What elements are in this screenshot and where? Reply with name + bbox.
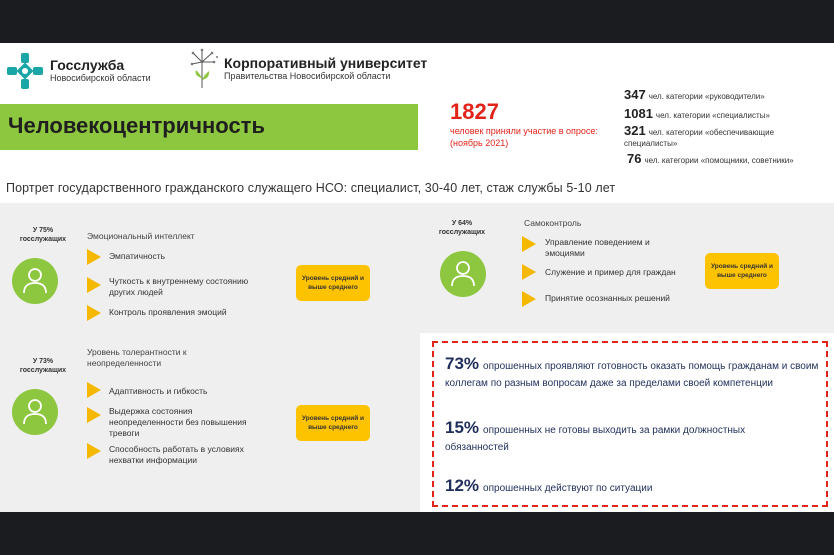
university-subtitle: Правительства Новосибирской области bbox=[224, 71, 391, 81]
survey-percent: 15% bbox=[445, 418, 480, 437]
block-item: Чуткость к внутреннему состоянию других людей bbox=[109, 276, 249, 297]
stat-item bbox=[624, 108, 829, 121]
bullet-triangle-icon bbox=[522, 236, 536, 252]
slide bbox=[0, 43, 834, 512]
bullet-triangle-icon bbox=[522, 291, 536, 307]
block-item: Служение и пример для граждан bbox=[545, 267, 676, 277]
bullet-triangle-icon bbox=[87, 277, 101, 293]
block-percent-label: У 75% госслужащих bbox=[19, 227, 67, 243]
person-avatar-icon bbox=[440, 251, 486, 297]
block-title: Самоконтроль bbox=[524, 218, 582, 228]
block-percent-label: У 73% госслужащих bbox=[19, 358, 67, 374]
bullet-triangle-icon bbox=[87, 443, 101, 459]
section-title: Человекоцентричность bbox=[8, 113, 265, 138]
participants-number: 1827 bbox=[450, 99, 499, 124]
section-title-bar bbox=[0, 104, 418, 150]
university-title: Корпоративный университет bbox=[224, 55, 428, 71]
block-item: Контроль проявления эмоций bbox=[109, 307, 227, 317]
gossluzhba-title: Госслужба bbox=[50, 57, 125, 73]
survey-text: опрошенных проявляют готовность оказать помощь гражданам и своим коллегам по разным вопросам даже за пределами своей компетенции bbox=[445, 361, 819, 389]
survey-text: опрошенных действуют по ситуации bbox=[483, 483, 653, 494]
stat-item bbox=[624, 125, 794, 149]
block-item: Адаптивность и гибкость bbox=[109, 386, 208, 396]
block-percent-label: У 64% госслужащих bbox=[438, 220, 486, 236]
person-avatar-icon bbox=[12, 258, 58, 304]
block-item: Выдержка состояния неопределенности без повышения тревоги bbox=[109, 406, 247, 438]
stat-text: чел. категории «обеспечивающие специалисты» bbox=[624, 128, 775, 148]
stat-item bbox=[627, 153, 832, 166]
gossluzhba-emblem-icon bbox=[5, 51, 45, 91]
bullet-triangle-icon bbox=[87, 249, 101, 265]
bullet-triangle-icon bbox=[87, 382, 101, 398]
survey-result bbox=[445, 477, 805, 497]
person-avatar-icon bbox=[12, 389, 58, 435]
dandelion-icon bbox=[190, 48, 220, 90]
survey-results-box bbox=[432, 341, 828, 507]
level-badge: Уровень средний и выше среднего bbox=[296, 265, 370, 301]
block-item: Эмпатичность bbox=[109, 251, 166, 261]
level-badge: Уровень средний и выше среднего bbox=[296, 405, 370, 441]
bullet-triangle-icon bbox=[87, 305, 101, 321]
stat-number: 321 bbox=[624, 123, 646, 138]
stat-text: чел. категории «помощники, советники» bbox=[644, 156, 794, 165]
stat-number: 76 bbox=[627, 151, 642, 166]
block-item: Управление поведением и эмоциями bbox=[545, 237, 650, 258]
stat-item bbox=[624, 89, 829, 102]
stat-text: чел. категории «специалисты» bbox=[655, 111, 770, 120]
survey-percent: 73% bbox=[445, 354, 480, 373]
survey-result bbox=[445, 355, 823, 392]
bullet-triangle-icon bbox=[522, 264, 536, 280]
stat-number: 347 bbox=[624, 87, 646, 102]
level-badge: Уровень средний и выше среднего bbox=[705, 253, 779, 289]
block-title: Эмоциональный интеллект bbox=[87, 231, 195, 241]
survey-text: опрошенных не готовы выходить за рамки должностных обязанностей bbox=[445, 425, 746, 453]
bullet-triangle-icon bbox=[87, 407, 101, 423]
stat-text: чел. категории «руководители» bbox=[648, 92, 765, 101]
portrait-heading: Портрет государственного гражданского служащего НСО: специалист, 30-40 лет, стаж службы 5-10 лет bbox=[6, 181, 616, 195]
gossluzhba-subtitle: Новосибирской области bbox=[50, 73, 151, 83]
block-title: Уровень толерантности к неопределенности bbox=[87, 347, 187, 368]
block-item: Способность работать в условиях нехватки информации bbox=[109, 444, 244, 465]
gossluzhba-logo bbox=[5, 51, 151, 91]
participants-text: человек приняли участие в опросе: (ноябрь 2021) bbox=[450, 126, 598, 148]
block-item: Принятие осознанных решений bbox=[545, 293, 670, 303]
survey-percent: 12% bbox=[445, 476, 480, 495]
stat-number: 1081 bbox=[624, 106, 653, 121]
survey-result bbox=[445, 419, 805, 456]
university-logo bbox=[190, 48, 427, 90]
